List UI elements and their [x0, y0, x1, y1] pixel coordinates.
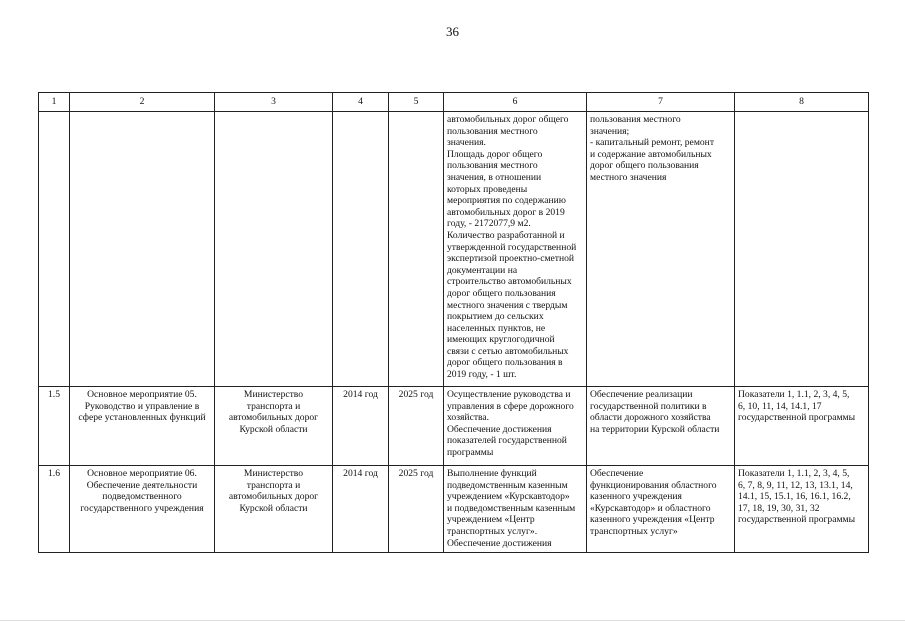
cell-start-year: 2014 год — [333, 466, 389, 553]
cell-indicators — [735, 112, 869, 387]
column-header-8: 8 — [735, 93, 869, 112]
cell-executor: Министерство транспорта и автомобильных дорог Курской области — [215, 387, 333, 466]
cell-consequences: Обеспечение функционирования областного казенного учреждения «Курскавтодор» и областного казенного учреждения «Центр транспортных услуг» — [587, 466, 735, 553]
column-header-7: 7 — [587, 93, 735, 112]
cell-executor: Министерство транспорта и автомобильных дорог Курской области — [215, 466, 333, 553]
cell-consequences: пользования местного значения; - капитальный ремонт, ремонт и содержание автомобильных дорог общего пользования местного значения — [587, 112, 735, 387]
column-header-5: 5 — [389, 93, 444, 112]
cell-end-year: 2025 год — [389, 387, 444, 466]
cell-event: Основное мероприятие 06. Обеспечение деятельности подведомственного государственного учреждения — [70, 466, 215, 553]
cell-number: 1.6 — [39, 466, 70, 553]
cell-end-year: 2025 год — [389, 466, 444, 553]
cell-executor — [215, 112, 333, 387]
table-row — [39, 466, 869, 553]
page-number: 36 — [446, 24, 459, 39]
cell-expected-result: Выполнение функций подведомственным казенным учреждением «Курскавтодор» и подведомственным казенным учреждением «Центр транспортных услуг». Обеспечение достижения — [444, 466, 587, 553]
column-header-4: 4 — [333, 93, 389, 112]
cell-consequences: Обеспечение реализации государственной политики в области дорожного хозяйства на территории Курской области — [587, 387, 735, 466]
cell-indicators: Показатели 1, 1.1, 2, 3, 4, 5, 6, 7, 8, 9, 11, 12, 13, 13.1, 14, 14.1, 15, 15.1, 16, 16.1, 16.2, 17, 18, 19, 30, 31, 32 государственной программы — [735, 466, 869, 553]
page-edge-divider — [0, 620, 905, 621]
cell-start-year: 2014 год — [333, 387, 389, 466]
cell-expected-result: Осуществление руководства и управления в сфере дорожного хозяйства. Обеспечение достижения показателей государственной программы — [444, 387, 587, 466]
cell-event — [70, 112, 215, 387]
program-events-table — [38, 92, 869, 553]
cell-event: Основное мероприятие 05. Руководство и управление в сфере установленных функций — [70, 387, 215, 466]
header-row — [39, 93, 869, 112]
table-row — [39, 387, 869, 466]
column-header-3: 3 — [215, 93, 333, 112]
column-header-2: 2 — [70, 93, 215, 112]
table-row — [39, 112, 869, 387]
cell-number — [39, 112, 70, 387]
cell-end-year — [389, 112, 444, 387]
cell-expected-result: автомобильных дорог общего пользования местного значения. Площадь дорог общего пользования местного значения, в отношении которых проведены мероприятия по содержанию автомобильных дорог в 2019 году, - 2172077,9 м2. Количество разработанной и утвержденной государственной экспертизой проектно-сметной документации на строительство автомобильных дорог общего пользования местного значения с твердым покрытием до сельских населенных пунктов, не имеющих круглогодичной связи с сетью автомобильных дорог общего пользования в 2019 году, - 1 шт. — [444, 112, 587, 387]
cell-number: 1.5 — [39, 387, 70, 466]
column-header-6: 6 — [444, 93, 587, 112]
cell-indicators: Показатели 1, 1.1, 2, 3, 4, 5, 6, 10, 11, 14, 14.1, 17 государственной программы — [735, 387, 869, 466]
cell-start-year — [333, 112, 389, 387]
column-header-1: 1 — [39, 93, 70, 112]
